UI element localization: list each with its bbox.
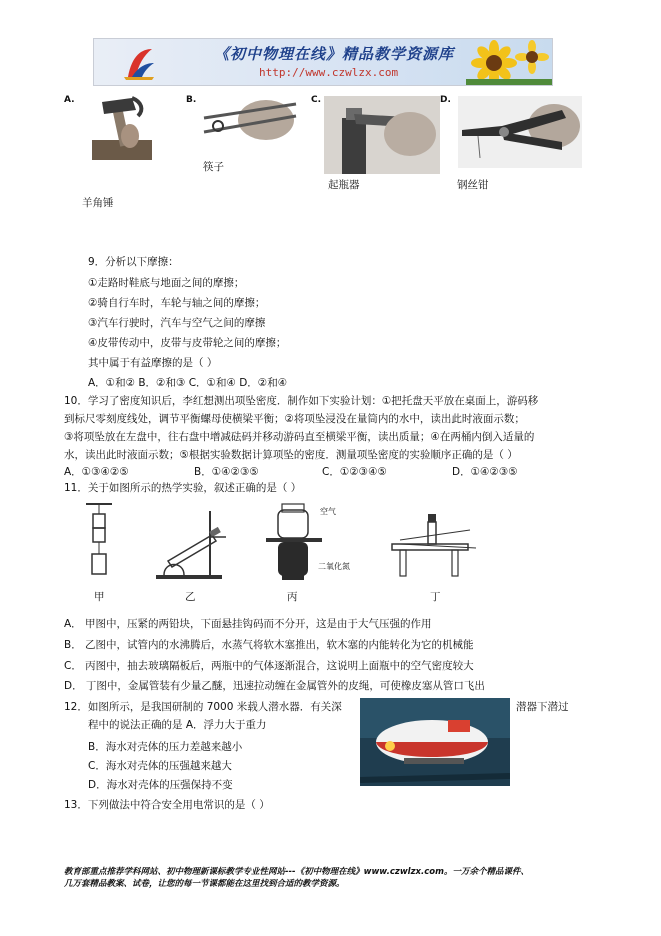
option-d-caption: 钢丝钳 (457, 179, 489, 191)
footer-line2: 几万套精品教案、试卷，让您的每一节课都能在这里找到合适的教学资源。 (64, 879, 345, 889)
q10-line: 10．学习了密度知识后，李红想测出项坠密度．制作如下实验计划：①把托盘天平放在桌面上，游码移 (64, 395, 539, 407)
q9-choices: A．①和② B．②和③ C．①和④ D．②和④ (88, 377, 288, 389)
submersible-photo (360, 698, 510, 786)
option-c-caption: 起瓶器 (328, 179, 360, 191)
sunflower-icon (466, 39, 553, 86)
q10-line: 到标尺零刻度线处，调节平衡螺母使横梁平衡；②将项坠浸没在量筒内的水中，读出此时液面示数； (64, 413, 525, 425)
q11-option-c: C． 丙图中，抽去玻璃隔板后，两瓶中的气体逐渐混合，这说明上面瓶中的空气密度较大 (64, 660, 474, 672)
q9-item: ①走路时鞋底与地面之间的摩擦； (88, 277, 245, 289)
q9-ask: 其中属于有益摩擦的是（ ） (88, 357, 218, 369)
q12-option-b: B．海水对壳体的压力差越来越小 (88, 741, 243, 753)
pliers-icon (458, 96, 582, 168)
banner-title: 《初中物理在线》精品教学资源库 (214, 45, 455, 63)
option-a-caption: 羊角锤 (82, 197, 114, 209)
q9-item: ③汽车行驶时，汽车与空气之间的摩擦 (88, 317, 266, 329)
q11-option-b: B． 乙图中，试管内的水沸腾后，水蒸气将软木塞推出，软木塞的内能转化为它的机械能 (64, 639, 474, 651)
q12-line1-end: 潜器下潜过 (516, 701, 569, 713)
q10-line: 水，读出此时液面示数；⑤根据实验数据计算项坠的密度．测量项坠密度的实验顺序正确的是（ ） (64, 449, 518, 461)
site-logo-icon (122, 45, 156, 81)
ether-tube-figure (390, 508, 480, 578)
figure-label-ding: 丁 (430, 591, 441, 603)
q11-option-d: D． 丁图中，金属管装有少量乙醚，迅速拉动缠在金属管外的皮绳，可使橡皮塞从管口飞出 (64, 680, 485, 692)
figure-label-jia: 甲 (94, 591, 105, 603)
figure-label-yi: 乙 (185, 591, 196, 603)
q12-line2: 程中的说法正确的是 A．浮力大于重力 (88, 719, 267, 731)
q12-line1: 12．如图所示，是我国研制的 7000 米载人潜水器．有关深 (64, 701, 342, 713)
q9-item: ②骑自行车时，车轮与轴之间的摩擦； (88, 297, 266, 309)
option-d-letter: D. (440, 95, 451, 105)
q10-choice-c: C．①②③④⑤ (322, 466, 387, 478)
q10-choice-b: B．①④②③⑤ (194, 466, 259, 478)
gas-diffusion-figure (262, 502, 326, 582)
chopsticks-icon (200, 96, 298, 152)
bottle-opener-icon (324, 96, 440, 174)
q12-option-c: C．海水对壳体的压强越来越大 (88, 760, 232, 772)
option-b-caption: 筷子 (203, 161, 224, 173)
q10-choice-d: D．①④②③⑤ (452, 466, 518, 478)
footer-line1: 教育部重点推荐学科网站、初中物理新课标教学专业性网站---《初中物理在线》www.czwlzx.com。一万余个精品课件、 (64, 867, 529, 877)
option-c-letter: C. (311, 95, 322, 105)
q10-line: ③将项坠放在左盘中，往右盘中增减砝码并移动游码直至横梁平衡，读出质量；④在两桶内倒入适量的 (64, 431, 535, 443)
figure-label-bing: 丙 (287, 591, 298, 603)
q9-stem: 9．分析以下摩擦： (88, 256, 179, 268)
site-banner (93, 38, 553, 86)
q12-option-d: D．海水对壳体的压强保持不变 (88, 779, 233, 791)
q10-choice-a: A．①③④②⑤ (64, 466, 129, 478)
lead-blocks-figure (84, 500, 114, 580)
label-air: 空气 (320, 507, 336, 516)
option-a-letter: A. (64, 95, 75, 105)
q9-item: ④皮带传动中，皮带与皮带轮之间的摩擦； (88, 337, 287, 349)
q11-option-a: A． 甲图中，压紧的两铅块，下面悬挂钩码而不分开，这是由于大气压强的作用 (64, 618, 432, 630)
option-b-letter: B. (186, 95, 197, 105)
banner-url[interactable]: http://www.czwlzx.com (259, 66, 399, 79)
label-no2: 二氧化氮 (318, 562, 350, 571)
q13-stem: 13．下列做法中符合安全用电常识的是（ ） (64, 799, 270, 811)
q11-stem: 11．关于如图所示的热学实验，叙述正确的是（ ） (64, 482, 302, 494)
test-tube-figure (150, 503, 228, 581)
claw-hammer-icon (92, 96, 152, 164)
